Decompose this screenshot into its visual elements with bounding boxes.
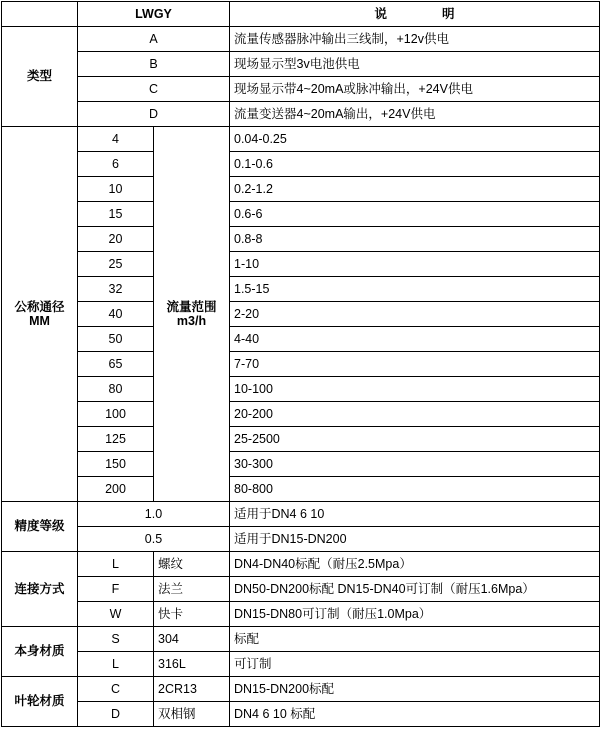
- diameter-code: 20: [78, 227, 154, 252]
- connection-name: 螺纹: [154, 552, 230, 577]
- diameter-range: 1-10: [230, 252, 600, 277]
- table-row: [2, 502, 600, 527]
- connection-desc: DN50-DN200标配 DN15-DN40可订制（耐压1.6Mpa）: [230, 577, 600, 602]
- impeller-material-desc: DN4 6 10 标配: [230, 702, 600, 727]
- section-label-accuracy: 精度等级: [2, 502, 78, 552]
- accuracy-desc: 适用于DN15-DN200: [230, 527, 600, 552]
- accuracy-desc: 适用于DN4 6 10: [230, 502, 600, 527]
- diameter-range: 7-70: [230, 352, 600, 377]
- table-row: [2, 327, 600, 352]
- section-label-diameter: [2, 127, 78, 502]
- body-material-desc: 可订制: [230, 652, 600, 677]
- diameter-range: 2-20: [230, 302, 600, 327]
- table-row: [2, 602, 600, 627]
- type-code: B: [78, 52, 230, 77]
- table-row: [2, 127, 600, 152]
- table-row: [2, 252, 600, 277]
- impeller-material-name: 双相钢: [154, 702, 230, 727]
- diameter-range: 0.2-1.2: [230, 177, 600, 202]
- table-row: [2, 52, 600, 77]
- table-row: [2, 227, 600, 252]
- diameter-range: 0.8-8: [230, 227, 600, 252]
- type-code: C: [78, 77, 230, 102]
- table-row: [2, 27, 600, 52]
- table-row: [2, 202, 600, 227]
- diameter-range: 4-40: [230, 327, 600, 352]
- diameter-range: 0.1-0.6: [230, 152, 600, 177]
- body-material-name: 304: [154, 627, 230, 652]
- diameter-code: 125: [78, 427, 154, 452]
- accuracy-code: 0.5: [78, 527, 230, 552]
- diameter-code: 100: [78, 402, 154, 427]
- diameter-code: 50: [78, 327, 154, 352]
- specification-table: [1, 1, 600, 727]
- table-row: [2, 577, 600, 602]
- header-model-cell: LWGY: [78, 2, 230, 27]
- header-blank-cell: [2, 2, 78, 27]
- diameter-code: 6: [78, 152, 154, 177]
- accuracy-code: 1.0: [78, 502, 230, 527]
- flow-range-label: [154, 127, 230, 502]
- diameter-range: 10-100: [230, 377, 600, 402]
- table-row: [2, 377, 600, 402]
- impeller-material-name: 2CR13: [154, 677, 230, 702]
- section-label-impeller-material: 叶轮材质: [2, 677, 78, 727]
- type-desc: 流量变送器4~20mA输出，+24V供电: [230, 102, 600, 127]
- type-code: D: [78, 102, 230, 127]
- table-row: [2, 302, 600, 327]
- table-row: [2, 152, 600, 177]
- diameter-code: 65: [78, 352, 154, 377]
- type-desc: 现场显示带4~20mA或脉冲输出，+24V供电: [230, 77, 600, 102]
- type-desc: 现场显示型3v电池供电: [230, 52, 600, 77]
- type-desc: 流量传感器脉冲输出三线制，+12v供电: [230, 27, 600, 52]
- table-row: [2, 427, 600, 452]
- diameter-range: 0.04-0.25: [230, 127, 600, 152]
- diameter-code: 80: [78, 377, 154, 402]
- table-row: [2, 452, 600, 477]
- diameter-code: 200: [78, 477, 154, 502]
- flow-range-label-line1: 流量范围: [166, 299, 217, 314]
- impeller-material-code: C: [78, 677, 154, 702]
- connection-desc: DN15-DN80可订制（耐压1.0Mpa）: [230, 602, 600, 627]
- diameter-code: 40: [78, 302, 154, 327]
- diameter-code: 10: [78, 177, 154, 202]
- diameter-range: 80-800: [230, 477, 600, 502]
- table-row: [2, 677, 600, 702]
- body-material-code: L: [78, 652, 154, 677]
- diameter-code: 150: [78, 452, 154, 477]
- table-row: [2, 277, 600, 302]
- diameter-range: 20-200: [230, 402, 600, 427]
- body-material-code: S: [78, 627, 154, 652]
- diameter-range: 0.6-6: [230, 202, 600, 227]
- diameter-range: 25-2500: [230, 427, 600, 452]
- table-row: [2, 702, 600, 727]
- connection-name: 快卡: [154, 602, 230, 627]
- flow-range-label-line2: m3/h: [176, 314, 207, 328]
- diameter-code: 32: [78, 277, 154, 302]
- diameter-range: 1.5-15: [230, 277, 600, 302]
- table-row: [2, 102, 600, 127]
- impeller-material-code: D: [78, 702, 154, 727]
- table-row: [2, 77, 600, 102]
- table-row: [2, 527, 600, 552]
- header-description-cell: 说 明: [230, 2, 600, 27]
- diameter-code: 4: [78, 127, 154, 152]
- section-label-diameter-line1: 公称通径: [14, 299, 65, 314]
- table-row: [2, 552, 600, 577]
- table-header-row: [2, 2, 600, 27]
- connection-name: 法兰: [154, 577, 230, 602]
- diameter-code: 15: [78, 202, 154, 227]
- section-label-diameter-line2: MM: [29, 314, 50, 328]
- table-row: [2, 177, 600, 202]
- table-row: [2, 652, 600, 677]
- connection-code: L: [78, 552, 154, 577]
- connection-code: F: [78, 577, 154, 602]
- body-material-name: 316L: [154, 652, 230, 677]
- section-label-type: 类型: [2, 27, 78, 127]
- type-code: A: [78, 27, 230, 52]
- body-material-desc: 标配: [230, 627, 600, 652]
- section-label-body-material: 本身材质: [2, 627, 78, 677]
- diameter-code: 25: [78, 252, 154, 277]
- diameter-range: 30-300: [230, 452, 600, 477]
- table-row: [2, 402, 600, 427]
- table-row: [2, 477, 600, 502]
- table-row: [2, 627, 600, 652]
- impeller-material-desc: DN15-DN200标配: [230, 677, 600, 702]
- connection-desc: DN4-DN40标配（耐压2.5Mpa）: [230, 552, 600, 577]
- table-row: [2, 352, 600, 377]
- section-label-connection: 连接方式: [2, 552, 78, 627]
- connection-code: W: [78, 602, 154, 627]
